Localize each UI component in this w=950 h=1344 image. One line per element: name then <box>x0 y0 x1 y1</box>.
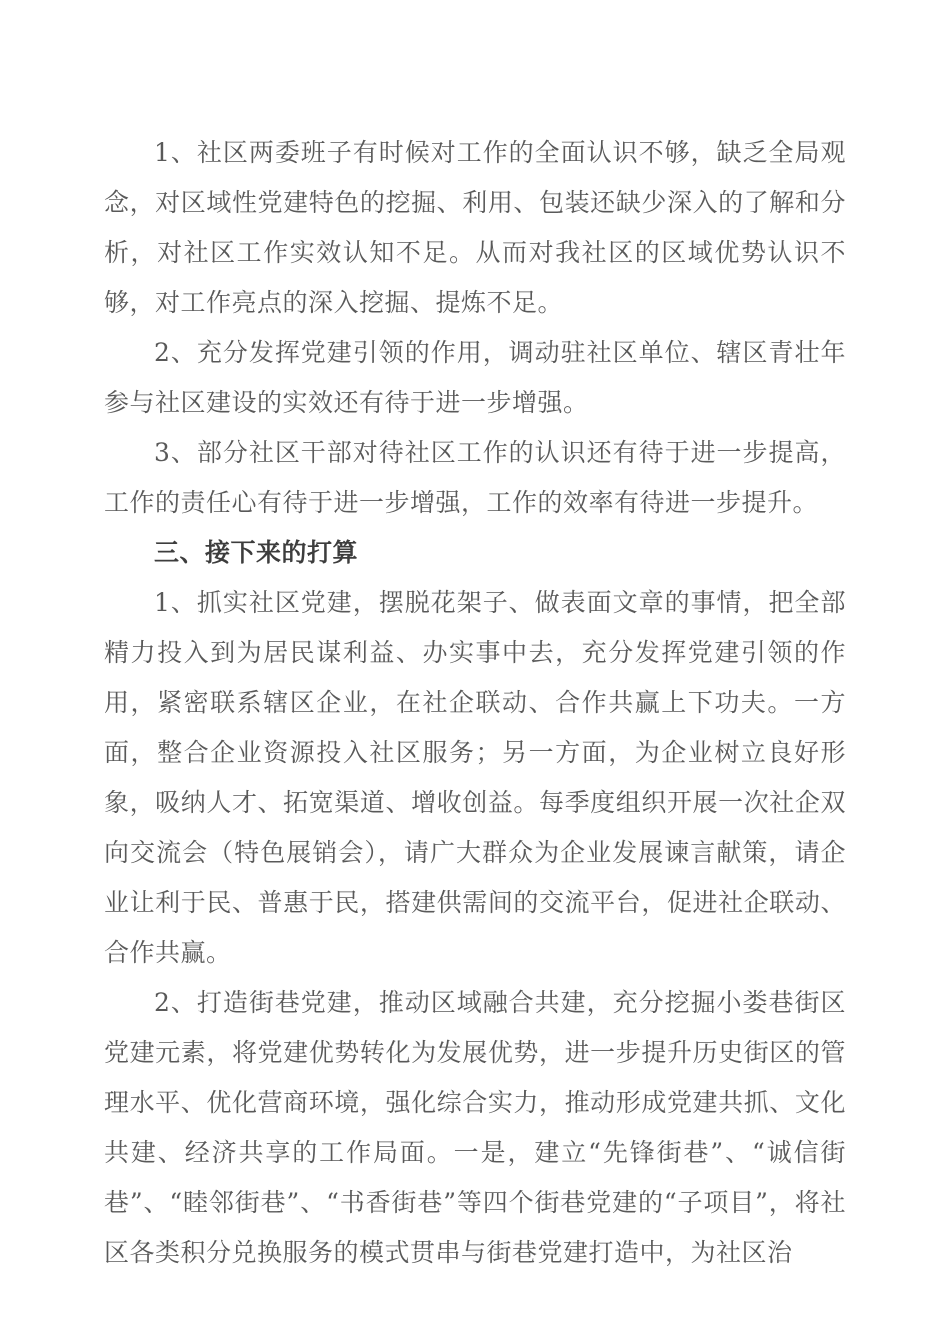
paragraph: 1、抓实社区党建，摆脱花架子、做表面文章的事情，把全部精力投入到为居民谋利益、办实事中去，充分发挥党建引领的作用，紧密联系辖区企业，在社企联动、合作共赢上下功夫。一方面，整合企业资源投入社区服务；另一方面，为企业树立良好形象，吸纳人才、拓宽渠道、增收创益。每季度组织开展一次社企双向交流会（特色展销会），请广大群众为企业发展谏言献策，请企业让利于民、普惠于民，搭建供需间的交流平台，促进社企联动、合作共赢。 <box>104 588 846 967</box>
paragraph: 1、社区两委班子有时候对工作的全面认识不够，缺乏全局观念，对区域性党建特色的挖掘、利用、包装还缺少深入的了解和分析，对社区工作实效认知不足。从而对我社区的区域优势认识不够，对工作亮点的深入挖掘、提炼不足。 <box>104 138 846 317</box>
section-heading: 三、接下来的打算 <box>154 538 359 567</box>
paragraph: 2、充分发挥党建引领的作用，调动驻社区单位、辖区青壮年参与社区建设的实效还有待于进一步增强。 <box>104 338 846 417</box>
paragraph: 2、打造街巷党建，推动区域融合共建，充分挖掘小娄巷街区党建元素，将党建优势转化为发展优势，进一步提升历史街区的管理水平、优化营商环境，强化综合实力，推动形成党建共抓、文化共建、经济共享的工作局面。一是，建立“先锋街巷”、“诚信街巷”、“睦邻街巷”、“书香街巷”等四个街巷党建的“子项目”，将社区各类积分兑换服务的模式贯串与街巷党建打造中，为社区治 <box>104 988 846 1267</box>
paragraph: 3、部分社区干部对待社区工作的认识还有待于进一步提高，工作的责任心有待于进一步增强，工作的效率有待进一步提升。 <box>104 438 846 517</box>
document-body <box>104 128 846 1278</box>
